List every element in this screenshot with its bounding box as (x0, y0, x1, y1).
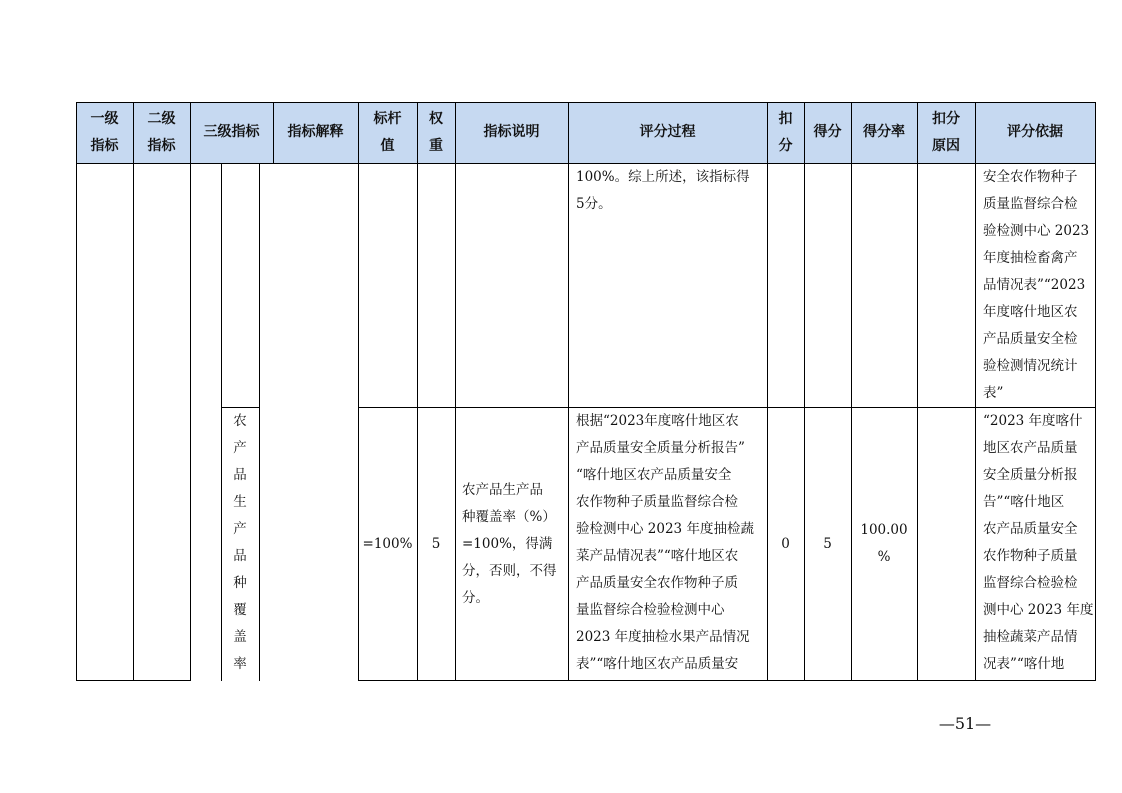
col-line-reason (975, 102, 976, 681)
row2-score: 5 (823, 536, 832, 552)
col-line-explanation (358, 102, 359, 681)
col-line-level1 (133, 102, 134, 681)
row2-description: 农产品生产品 种覆盖率（%） =100%，得满 分，否则，不得 分。 (462, 482, 557, 606)
header-deduction-reason (917, 102, 975, 163)
header-level1 (76, 102, 133, 163)
row1-process-text: 100%。综上所述，该指标得 5分。 (576, 169, 750, 212)
row2-rate: 100.00 % (860, 522, 908, 565)
header-level1-text: 一级 指标 (90, 110, 119, 154)
header-process-text: 评分过程 (639, 124, 696, 140)
row2-basis: “2023 年度喀什 地区农产品质量 安全质量分析报 告”“喀什地区 农产品质量安全 农作物种子质量 监督综合检验检 测中心 2023 年度 抽检蔬菜产品情 况表”“喀什地 (983, 413, 1094, 672)
row2-process: 根据“2023年度喀什地区农 产品质量安全质量分析报告” “喀什地区农产品质量安全 农作物种子质量监督综合检 验检测中心 2023 年度抽检蔬 菜产品情况表”“喀什地区农 产品质量安全农作物种子质 量监督综合检验检测中心 2023 年度抽检水果产品情况 表”“喀什地区农产品质量安 (576, 413, 754, 672)
col-line-level2 (190, 102, 191, 681)
row2-indicator-vertical: 农 产 品 生 产 品 种 覆 盖 率 (233, 413, 247, 672)
header-deduction-reason-text: 扣分 原因 (932, 110, 960, 154)
row2-deduction: 0 (781, 536, 790, 552)
header-description (455, 102, 568, 163)
col-line-score (851, 102, 852, 681)
col-line-level3-body (259, 163, 260, 681)
header-explanation (273, 102, 358, 163)
header-level3 (190, 102, 273, 163)
header-deduction-text: 扣 分 (778, 110, 793, 154)
header-score-text: 得分 (813, 124, 842, 140)
col-line-weight (455, 102, 456, 681)
header-score (804, 102, 851, 163)
header-basis-text: 评分依据 (1007, 124, 1063, 140)
page-number: —51— (938, 714, 992, 733)
header-level3-text: 三级指标 (203, 124, 260, 140)
col-line-right (1095, 102, 1096, 681)
table-bottom-border-right (358, 680, 1096, 681)
col-line-benchmark (417, 102, 418, 681)
row1-basis-text: 安全农作物种子 质量监督综合检 验检测中心 2023 年度抽检畜禽产 品情况表”“2023 年度喀什地区农 产品质量安全检 验检测情况统计 表” (983, 169, 1090, 401)
col-line-rate (917, 102, 918, 681)
col-line-description (568, 102, 569, 681)
header-deduction (767, 102, 804, 163)
header-rate (851, 102, 917, 163)
header-level2 (133, 102, 190, 163)
header-weight (417, 102, 455, 163)
header-weight-text: 权 重 (429, 110, 443, 154)
header-basis (975, 102, 1095, 163)
header-benchmark (358, 102, 417, 163)
header-description-text: 指标说明 (483, 124, 540, 140)
header-process (568, 102, 767, 163)
header-explanation-text: 指标解释 (287, 124, 344, 140)
col-line-left (76, 102, 77, 681)
header-benchmark-text: 标杆 值 (373, 110, 402, 154)
row2-benchmark: =100% (362, 536, 413, 552)
row2-weight: 5 (431, 536, 441, 552)
header-rate-text: 得分率 (863, 124, 905, 140)
header-level2-text: 二级 指标 (147, 110, 176, 154)
col-line-process (767, 102, 768, 681)
col-line-deduction (804, 102, 805, 681)
